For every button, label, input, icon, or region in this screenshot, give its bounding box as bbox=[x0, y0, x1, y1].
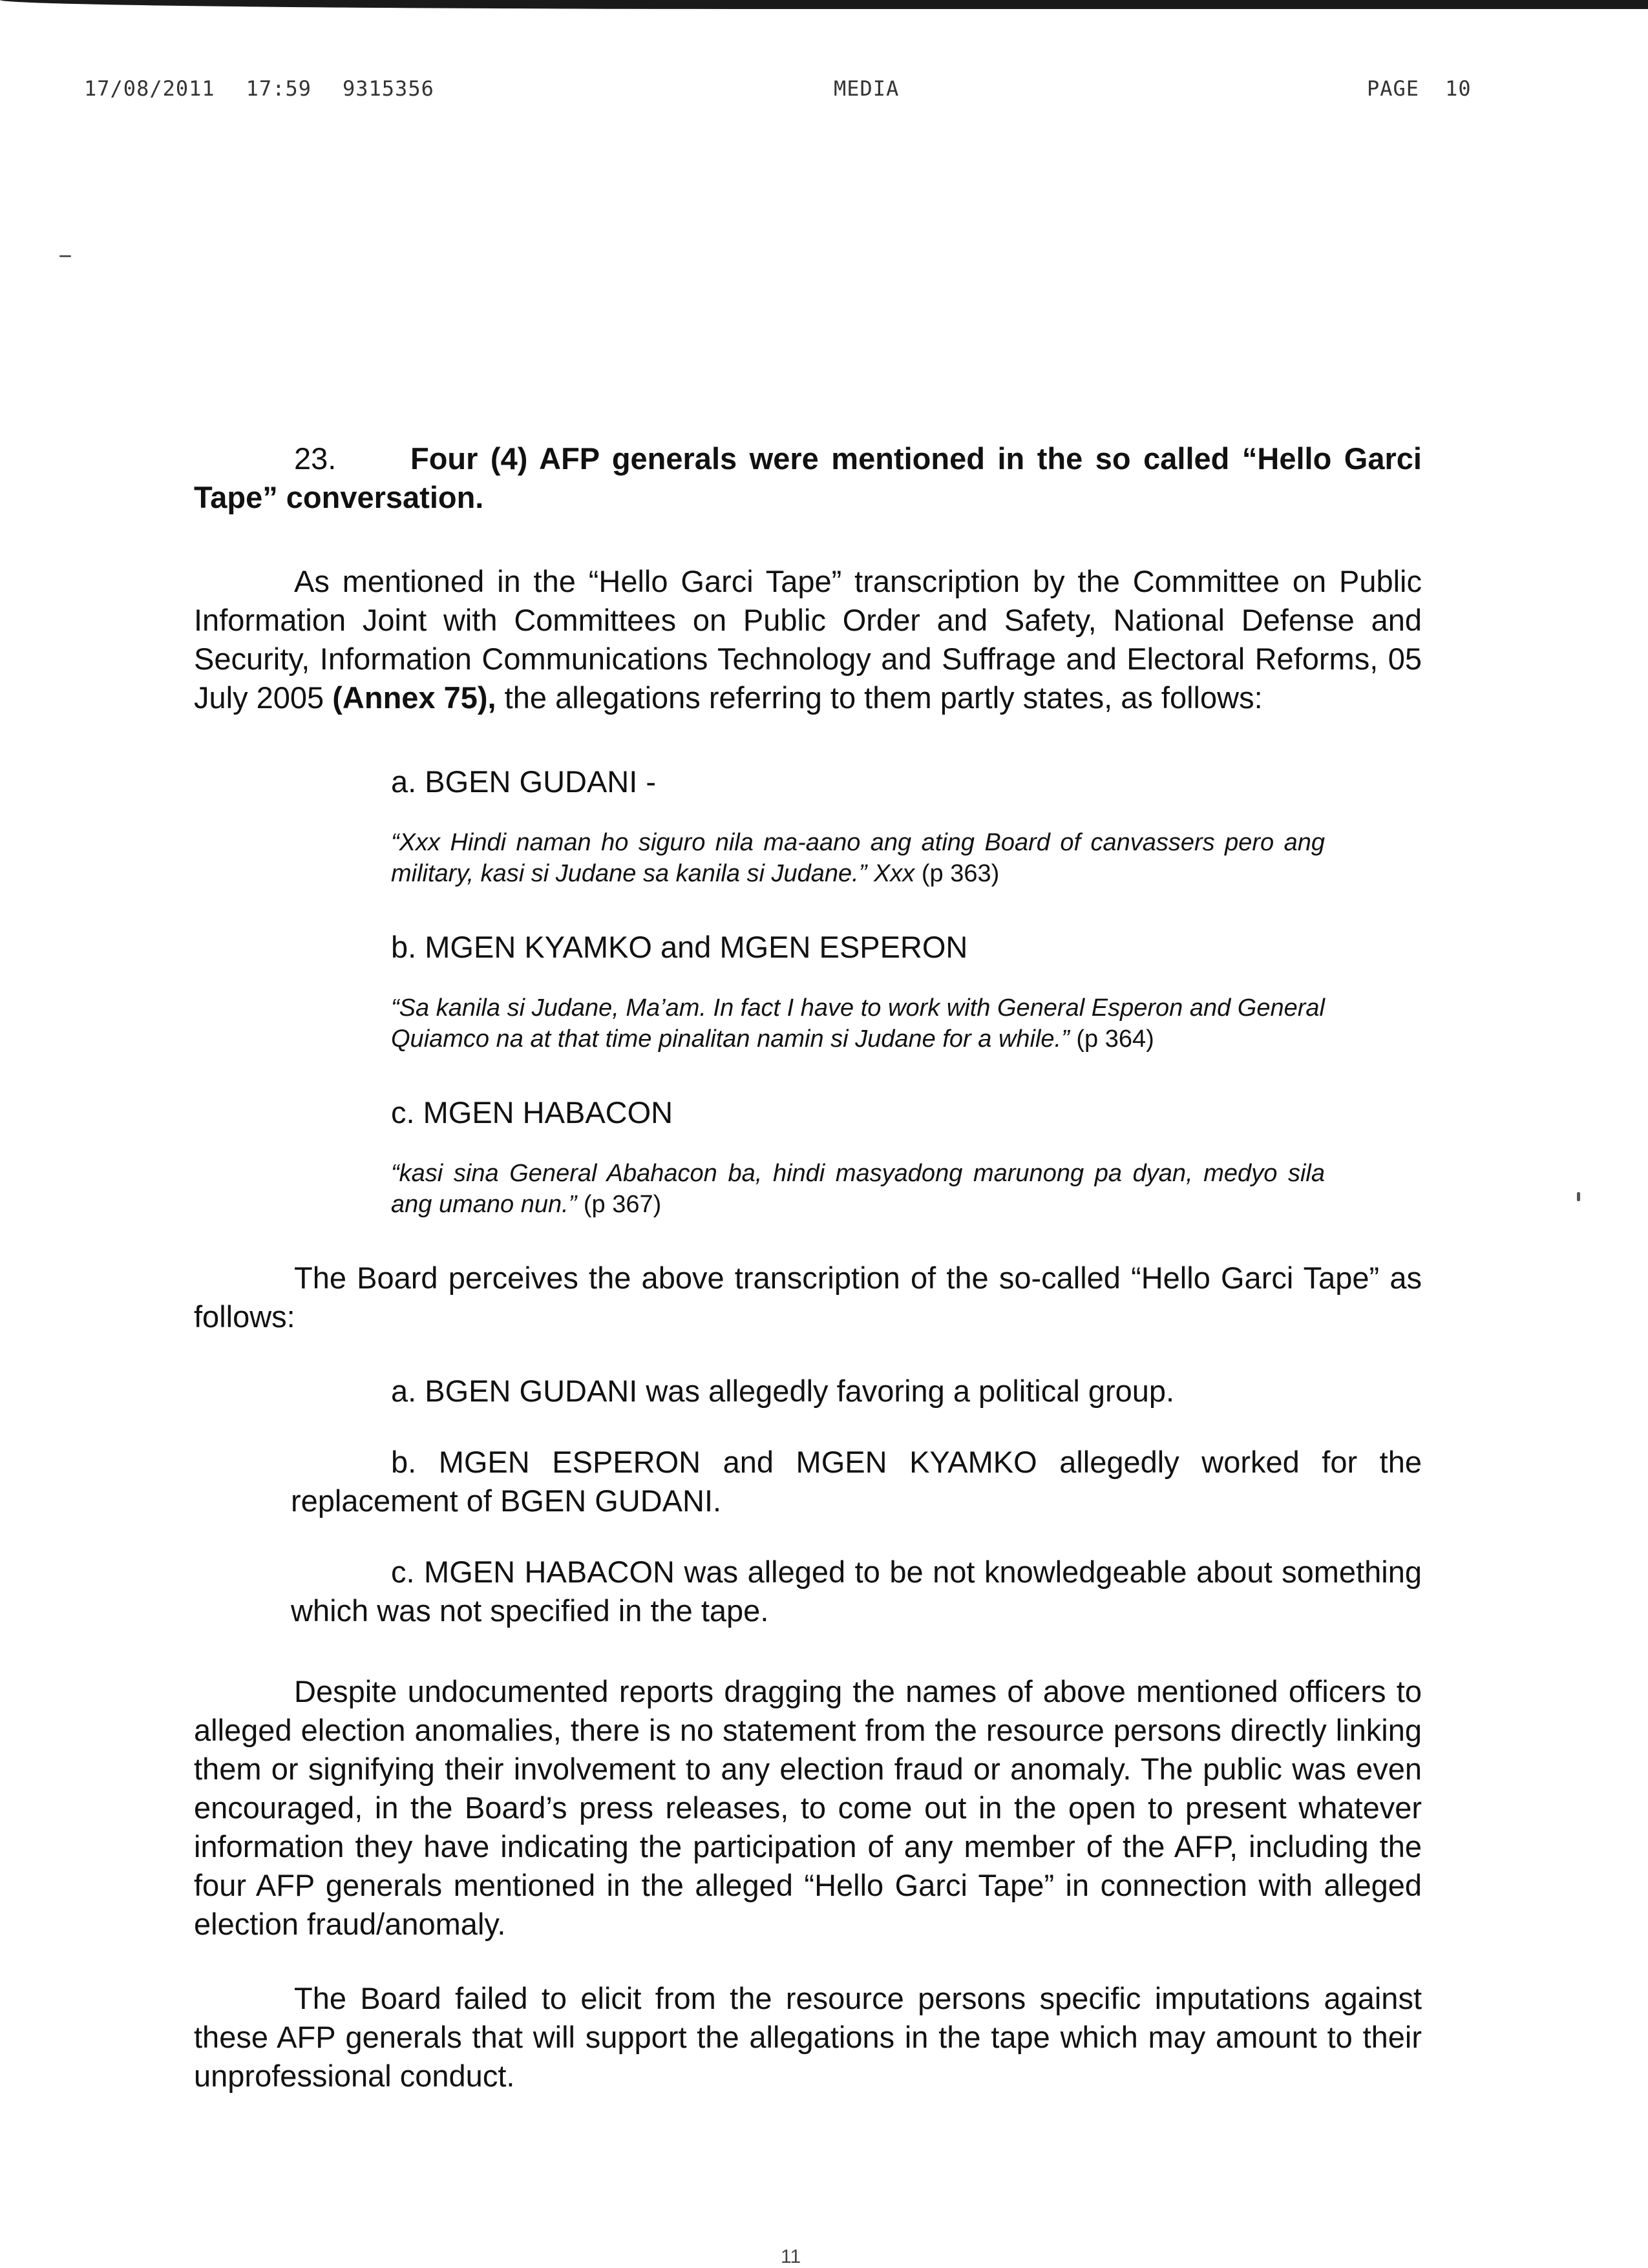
finding-item bbox=[291, 1553, 1422, 1630]
perception-paragraph: The Board perceives the above transcription of the so-called “Hello Garci Tape” as follows: bbox=[194, 1261, 1422, 1334]
quote-reference: (p 367) bbox=[583, 1191, 662, 1218]
fax-header-left bbox=[84, 76, 465, 101]
quote-reference: (p 364) bbox=[1076, 1025, 1154, 1053]
finding-text: c. MGEN HABACON was alleged to be not knowledgeable about something which was not specified in the tape. bbox=[291, 1555, 1422, 1628]
page-footer-mark: 11 bbox=[781, 2246, 801, 2267]
fax-date: 17/08/2011 bbox=[84, 76, 215, 101]
body-paragraph: The Board failed to elicit from the resource persons specific imputations against these AFP generals that will support the allegations in the tape which may amount to their unprofessional conduct. bbox=[194, 1981, 1422, 2093]
allegation-item bbox=[194, 1093, 1422, 1220]
document-body bbox=[194, 439, 1422, 2095]
quote-text: “kasi sina General Abahacon ba, hindi masyadong marunong pa dyan, medyo sila ang umano nun.” bbox=[391, 1160, 1325, 1218]
allegation-title: a. BGEN GUDANI - bbox=[391, 764, 657, 799]
allegation-title: b. MGEN KYAMKO and MGEN ESPERON bbox=[391, 930, 968, 964]
body-paragraph: Despite undocumented reports dragging the names of above mentioned officers to alleged election anomalies, there is no statement from the resource persons directly linking them or signifying their involvement to any election fraud or anomaly. The public was even encouraged, in the Board’s press releases, to come out in the open to present whatever information they have indicating the participation of any member of the AFP, including the four AFP generals mentioned in the alleged “Hello Garci Tape” in connection with alleged election fraud/anomaly. bbox=[194, 1674, 1422, 1941]
quote-text: “Xxx Hindi naman ho siguro nila ma-aano ang ating Board of canvassers pero ang military, kasi si Judane sa kanila si Judane.” Xxx bbox=[391, 829, 1325, 887]
scan-top-edge bbox=[0, 0, 1648, 9]
annex-reference: (Annex 75), bbox=[332, 680, 496, 715]
fax-number: 9315356 bbox=[342, 76, 434, 101]
intro-paragraph bbox=[194, 562, 1422, 717]
intro-text-after: the allegations referring to them partly states, as follows: bbox=[504, 680, 1263, 715]
fax-page-number: 10 bbox=[1445, 76, 1472, 101]
allegation-quote bbox=[391, 1158, 1325, 1220]
intro-text-before: As mentioned in the “Hello Garci Tape” transcription by the Committee on Public Information Joint with Committees on Public Order and Safety, National Defense and Security, Information Communications Technology and Suffrage and Electoral Reforms, 05 July 2005 bbox=[194, 564, 1422, 715]
allegation-quote bbox=[391, 827, 1325, 889]
allegation-item bbox=[194, 762, 1422, 889]
fax-time: 17:59 bbox=[246, 76, 312, 101]
finding-text: a. BGEN GUDANI was allegedly favoring a political group. bbox=[391, 1374, 1175, 1408]
finding-item bbox=[291, 1443, 1422, 1520]
section-heading-text: Four (4) AFP generals were mentioned in the so called “Hello Garci Tape” conversation. bbox=[194, 441, 1422, 514]
scan-speck bbox=[59, 255, 71, 257]
fax-sender: MEDIA bbox=[834, 76, 900, 101]
section-number: 23. bbox=[294, 441, 337, 476]
finding-text: b. MGEN ESPERON and MGEN KYAMKO allegedly worked for the replacement of BGEN GUDANI. bbox=[291, 1445, 1422, 1518]
allegation-quote bbox=[391, 992, 1325, 1055]
quote-reference: (p 363) bbox=[921, 860, 1000, 887]
fax-page-label: PAGE bbox=[1367, 76, 1420, 101]
scan-speck bbox=[1577, 1192, 1580, 1201]
section-heading bbox=[194, 439, 1422, 517]
finding-item bbox=[291, 1372, 1422, 1411]
allegation-title: c. MGEN HABACON bbox=[391, 1095, 673, 1129]
allegation-item bbox=[194, 928, 1422, 1055]
fax-page bbox=[1367, 76, 1472, 101]
quote-text: “Sa kanila si Judane, Ma’am. In fact I have to work with General Esperon and General Quiamco na at that time pinalitan namin si Judane for a while.” bbox=[391, 994, 1325, 1053]
